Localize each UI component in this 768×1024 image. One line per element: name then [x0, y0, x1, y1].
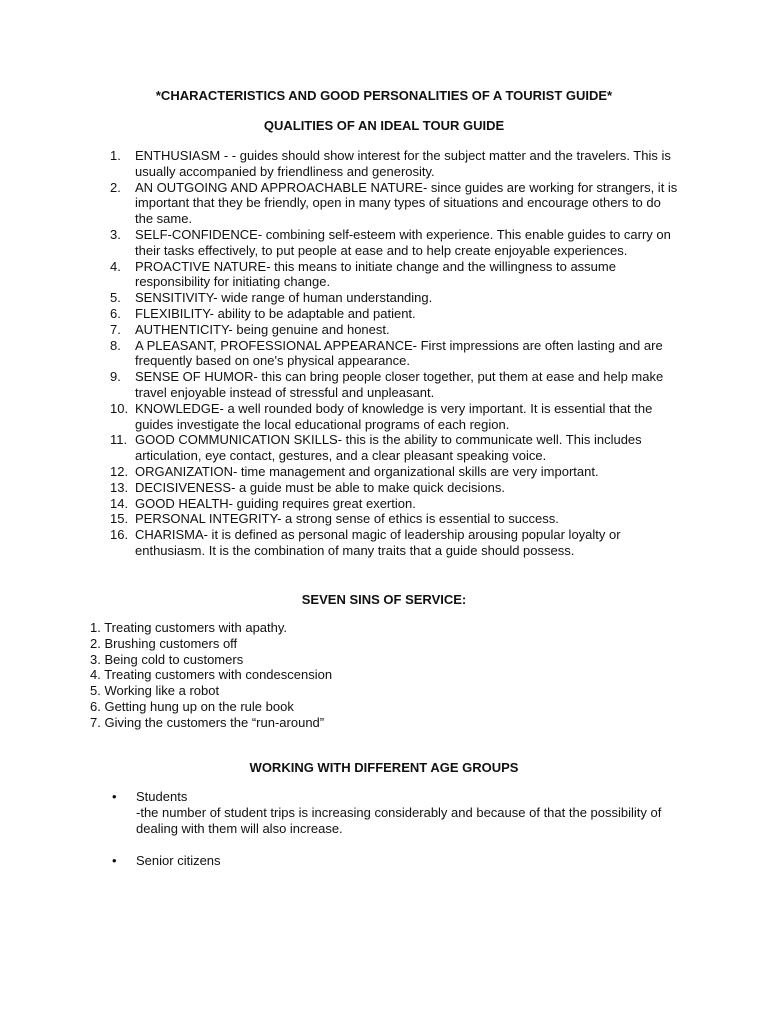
bullet-icon: •	[112, 853, 117, 868]
item-text: ORGANIZATION- time management and organizational skills are very important.	[135, 463, 599, 479]
item-number: 6.	[110, 305, 121, 321]
item-number: 12.	[110, 463, 129, 479]
list-item	[110, 259, 680, 291]
age-group-label: Senior citizens	[136, 853, 221, 868]
item-number: 7.	[110, 321, 121, 337]
item-text: DECISIVENESS- a guide must be able to make quick decisions.	[135, 479, 505, 495]
list-item	[110, 496, 680, 512]
item-text: SENSITIVITY- wide range of human understanding.	[135, 290, 433, 306]
list-item	[110, 148, 680, 180]
list-item	[110, 480, 680, 496]
sins-list	[90, 620, 690, 731]
sins-heading: SEVEN SINS OF SERVICE:	[301, 592, 467, 607]
list-item	[110, 322, 680, 338]
qualities-list	[110, 148, 680, 559]
list-item	[110, 464, 680, 480]
bullet-body	[136, 853, 672, 869]
item-number: 14.	[110, 495, 129, 511]
item-number: 11.	[110, 432, 128, 448]
item-text: SELF-CONFIDENCE- combining self-esteem with experience. This enable guides to carry on their tasks effectively, to put people at ease and to help create enjoyable experiences.	[135, 226, 671, 258]
item-text: PROACTIVE NATURE- this means to initiate change and the willingness to assume responsibility for initiating change.	[135, 258, 616, 290]
list-item	[110, 511, 680, 527]
item-text: A PLEASANT, PROFESSIONAL APPEARANCE- First impressions are often lasting and are frequently based on one's physical appearance.	[135, 337, 663, 369]
item-number: 15.	[110, 511, 129, 527]
document-title: *CHARACTERISTICS AND GOOD PERSONALITIES OF A TOURIST GUIDE*	[155, 88, 613, 103]
item-text: ENTHUSIASM - - guides should show interest for the subject matter and the travelers. This is usually accompanied by friendliness and generosity.	[135, 148, 671, 179]
bullet-row	[112, 853, 672, 869]
item-number: 9.	[110, 369, 121, 385]
item-number: 8.	[110, 337, 121, 353]
item-number: 4.	[110, 258, 121, 274]
list-item: 5. Working like a robot	[90, 683, 220, 699]
list-item: 4. Treating customers with condescension	[90, 667, 333, 683]
item-number: 13.	[110, 479, 129, 495]
item-text: AN OUTGOING AND APPROACHABLE NATURE- since guides are working for strangers, it is important that they be friendly, open in many types of situations and encourage others to do the same.	[135, 179, 678, 227]
list-item: 1. Treating customers with apathy.	[90, 620, 288, 635]
age-group-label: Students	[136, 789, 188, 804]
list-item	[110, 180, 680, 227]
list-item: 7. Giving the customers the “run-around”	[90, 714, 325, 730]
list-item: 6. Getting hung up on the rule book	[90, 698, 294, 714]
item-number: 1.	[110, 148, 121, 163]
item-number: 2.	[110, 179, 121, 195]
bullet-row	[112, 789, 672, 836]
bullet-body	[136, 789, 672, 836]
age-group-seniors	[112, 853, 672, 869]
list-item: 3. Being cold to customers	[90, 651, 244, 667]
item-text: GOOD HEALTH- guiding requires great exertion.	[135, 495, 416, 511]
list-item	[110, 432, 680, 464]
item-number: 5.	[110, 290, 121, 306]
age-group-students	[112, 789, 672, 836]
item-text: PERSONAL INTEGRITY- a strong sense of ethics is essential to success.	[135, 511, 559, 527]
item-text: AUTHENTICITY- being genuine and honest.	[135, 321, 390, 337]
list-item	[110, 290, 680, 306]
list-item	[110, 369, 680, 401]
item-number: 16.	[110, 527, 129, 543]
list-item	[110, 401, 680, 433]
item-text: KNOWLEDGE- a well rounded body of knowledge is very important. It is essential that the guides investigate the local educational programs of each region.	[135, 400, 653, 432]
item-text: FLEXIBILITY- ability to be adaptable and patient.	[135, 305, 416, 321]
age-group-detail: -the number of student trips is increasing considerably and because of that the possibility of dealing with them will also increase.	[136, 804, 662, 836]
age-groups-heading: WORKING WITH DIFFERENT AGE GROUPS	[249, 760, 519, 775]
list-item: 2. Brushing customers off	[90, 635, 238, 651]
item-text: GOOD COMMUNICATION SKILLS- this is the ability to communicate well. This includes articulation, eye contact, gestures, and a clear pleasant speaking voice.	[135, 432, 642, 464]
list-item	[110, 306, 680, 322]
item-text: CHARISMA- it is defined as personal magic of leadership arousing popular loyalty or enthusiasm. It is the combination of many traits that a guide should possess.	[135, 527, 621, 558]
list-item	[110, 227, 680, 259]
qualities-heading: QUALITIES OF AN IDEAL TOUR GUIDE	[263, 118, 505, 133]
item-number: 3.	[110, 226, 121, 242]
bullet-icon: •	[112, 789, 117, 804]
list-item	[110, 527, 680, 559]
item-text: SENSE OF HUMOR- this can bring people closer together, put them at ease and help make travel enjoyable instead of stressful and unpleasant.	[135, 369, 664, 400]
list-item	[110, 338, 680, 370]
item-number: 10.	[110, 400, 129, 416]
